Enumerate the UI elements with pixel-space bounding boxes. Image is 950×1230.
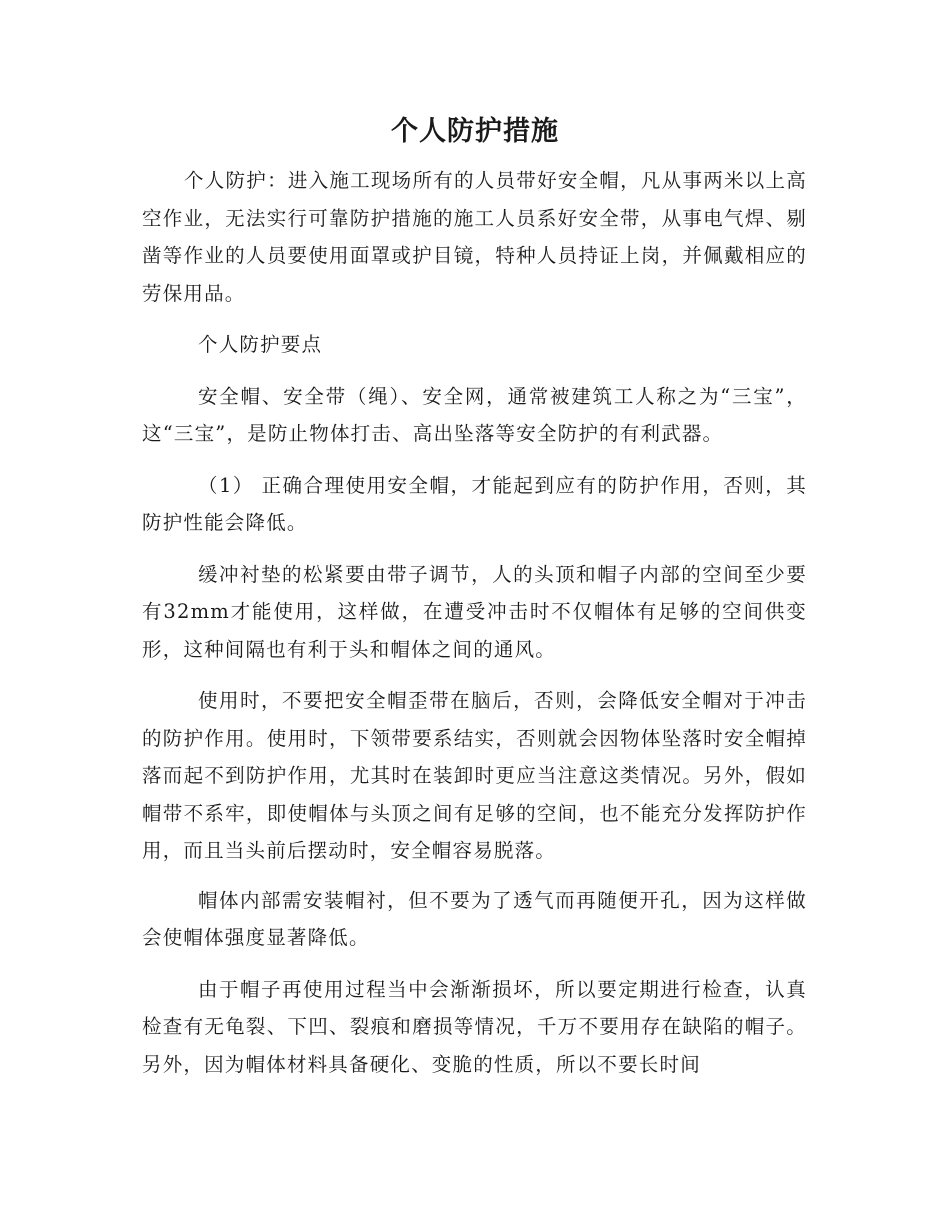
paragraph-item-1: （1） 正确合理使用安全帽，才能起到应有的防护作用，否则，其防护性能会降低。 bbox=[142, 473, 807, 534]
paragraph-cushion-liner: 缓冲衬垫的松紧要由带子调节，人的头顶和帽子内部的空间至少要有32mm才能使用，这样做，在遭受冲击时不仅帽体有足够的空间供变形，这种间隔也有利于头和帽体之间的通风。 bbox=[142, 562, 807, 661]
document-body bbox=[142, 162, 807, 1083]
paragraph-inspection: 由于帽子再使用过程当中会渐渐损坏，所以要定期进行检查，认真检查有无龟裂、下凹、裂痕和磨损等情况，千万不要用存在缺陷的帽子。另外，因为帽体材料具备硬化、变脆的性质，所以不要长时间 bbox=[142, 977, 807, 1076]
paragraph-three-treasures: 安全帽、安全带（绳）、安全网，通常被建筑工人称之为“三宝”，这“三宝”，是防止物体打击、高出坠落等安全防护的有利武器。 bbox=[142, 384, 807, 445]
paragraph-heading-key-points: 个人防护要点 bbox=[198, 333, 323, 356]
paragraph-usage: 使用时，不要把安全帽歪带在脑后，否则，会降低安全帽对于冲击的防护作用。使用时，下领带要系结实，否则就会因物体坠落时安全帽掉落而起不到防护作用，尤其时在装卸时更应当注意这类情况。另外，假如帽带不系牢，即使帽体与头顶之间有足够的空间，也不能充分发挥防护作用，而且当头前后摆动时，安全帽容易脱落。 bbox=[142, 689, 807, 862]
document-title: 个人防护措施 bbox=[391, 116, 559, 147]
paragraph-helmet-liner: 帽体内部需安装帽衬，但不要为了透气而再随便开孔，因为这样做会使帽体强度显著降低。 bbox=[142, 888, 807, 949]
paragraph-intro: 个人防护：进入施工现场所有的人员带好安全帽，凡从事两米以上高空作业，无法实行可靠防护措施的施工人员系好安全带，从事电气焊、剔凿等作业的人员要使用面罩或护目镜，特种人员持证上岗，并佩戴相应的劳保用品。 bbox=[142, 169, 807, 305]
